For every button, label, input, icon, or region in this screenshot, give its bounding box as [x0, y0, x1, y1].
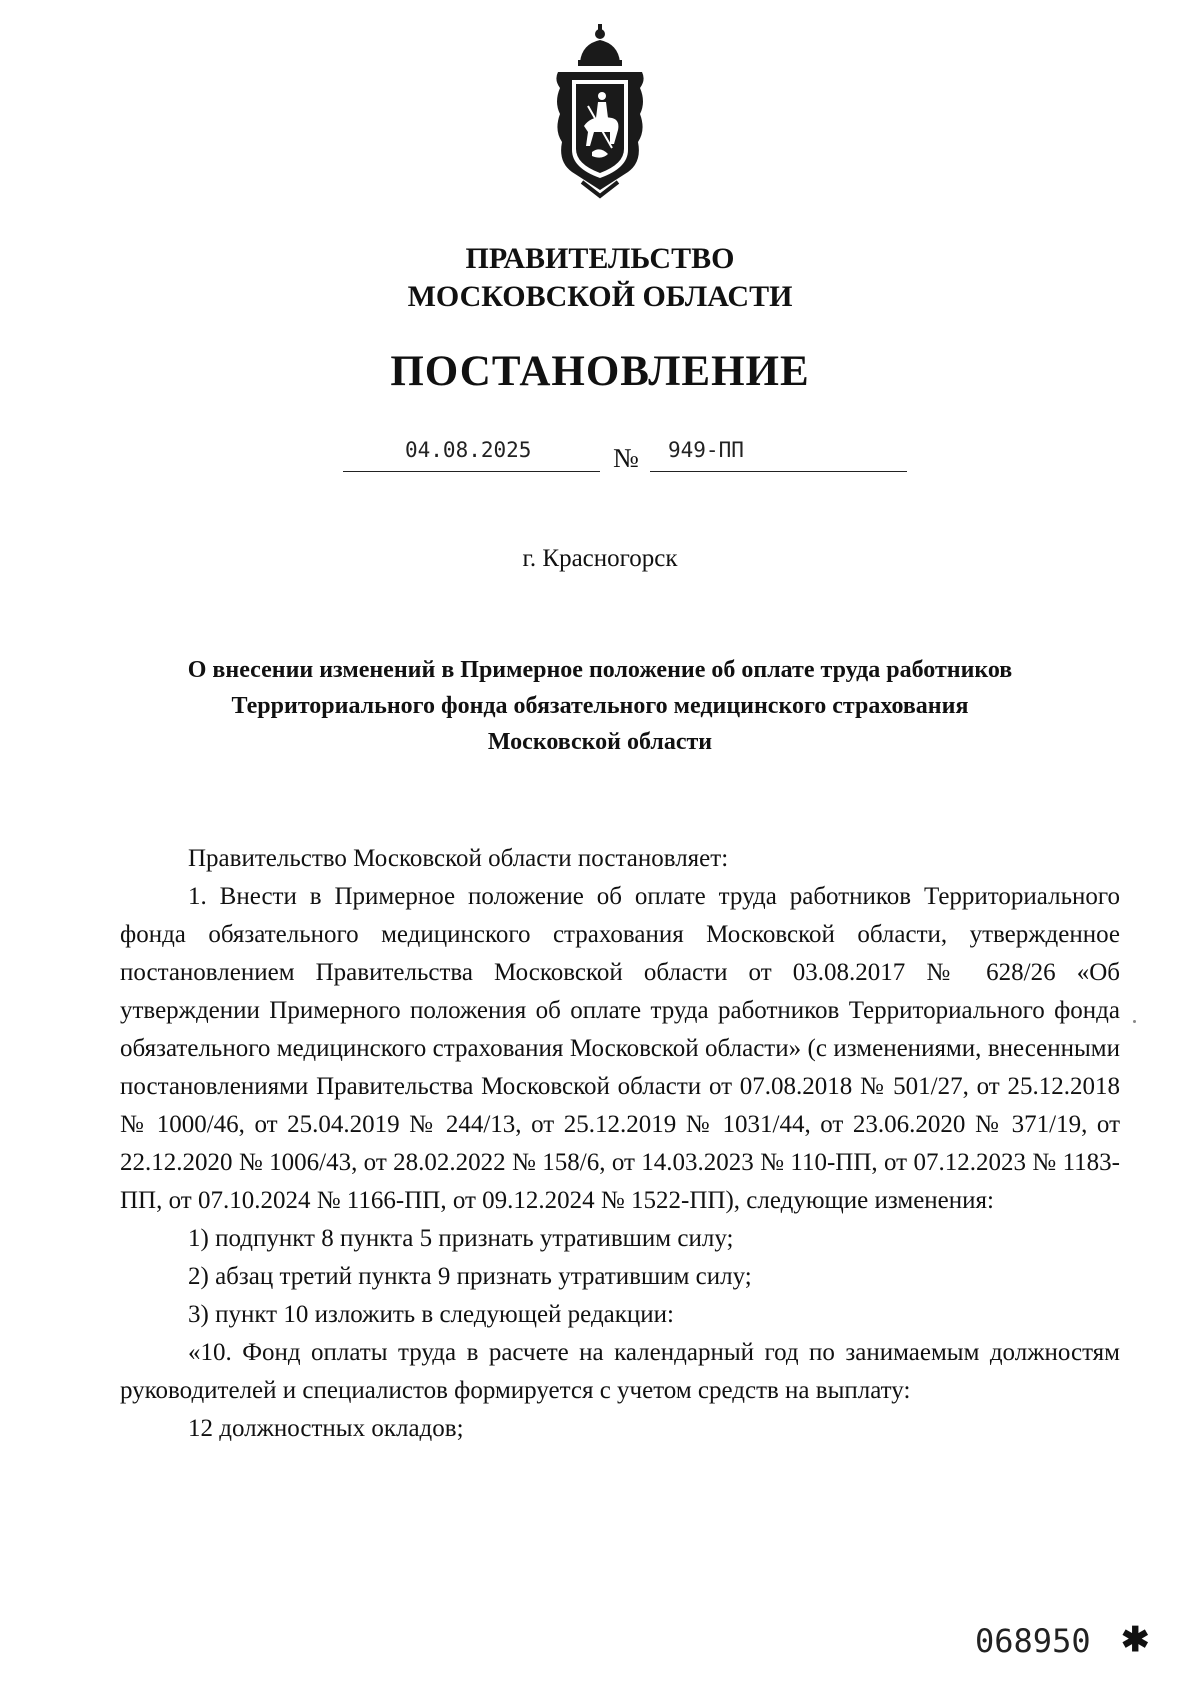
coat-of-arms-icon: [552, 22, 648, 200]
number-underline: [650, 471, 907, 472]
city-name: г. Красногорск: [522, 545, 678, 572]
title-line-3: Московской области: [487, 729, 713, 755]
scan-speck: [1133, 1020, 1136, 1023]
list-item-salaries: 12 должностных окладов;: [188, 1415, 464, 1442]
date-underline: [343, 471, 600, 472]
decree-date: 04.08.2025: [405, 438, 532, 462]
serial-number: 068950: [975, 1622, 1091, 1660]
document-title: [0, 652, 1200, 760]
preamble: Правительство Московской области постановляет:: [188, 845, 729, 872]
title-line-2: Территориального фонда обязательного медицинского страхования: [231, 693, 969, 719]
authority-line-1: ПРАВИТЕЛЬСТВО: [465, 242, 735, 275]
title-line-1: О внесении изменений в Примерное положение об оплате труда работников: [187, 657, 1013, 683]
document-type: ПОСТАНОВЛЕНИЕ: [390, 348, 810, 395]
authority-line-2: МОСКОВСКОЙ ОБЛАСТИ: [407, 280, 793, 313]
issuing-authority: [0, 240, 1200, 316]
paragraph-1: 1. Внести в Примерное положение об оплате труда работников Территориального фонда обязательного медицинского страхования Московской области, утвержденное постановлением Правительства Московской области от 03.08.2017 № 628/26 «Об утверждении Примерного положения об оплате труда работников Территориального фонда обязательного медицинского страхования Московской области» (с изменениями, внесенными постановлениями Правительства Московской области от 07.08.2018 № 501/27, от 25.12.2018 № 1000/46, от 25.04.2019 № 244/13, от 25.12.2019 № 1031/44, от 23.06.2020 № 371/19, от 22.12.2020 № 1006/43, от 28.02.2022 № 158/6, от 14.03.2023 № 110-ПП, от 07.12.2023 № 1183-ПП, от 07.10.2024 № 1166-ПП, от 09.12.2024 № 1522-ПП), следующие изменения:: [120, 883, 1120, 1214]
subitem-1: 1) подпункт 8 пункта 5 признать утратившим силу;: [188, 1225, 734, 1252]
document-body: [120, 840, 1120, 1448]
decree-number: 949-ПП: [668, 438, 744, 462]
subitem-3: 3) пункт 10 изложить в следующей редакции:: [188, 1301, 674, 1328]
number-sign: №: [613, 443, 639, 473]
subitem-2: 2) абзац третий пункта 9 признать утратившим силу;: [188, 1263, 752, 1290]
serial-mark-icon: ✱: [1121, 1622, 1150, 1659]
quoted-paragraph-10: «10. Фонд оплаты труда в расчете на календарный год по занимаемым должностям руководителей и специалистов формируется с учетом средств на выплату:: [120, 1339, 1120, 1404]
